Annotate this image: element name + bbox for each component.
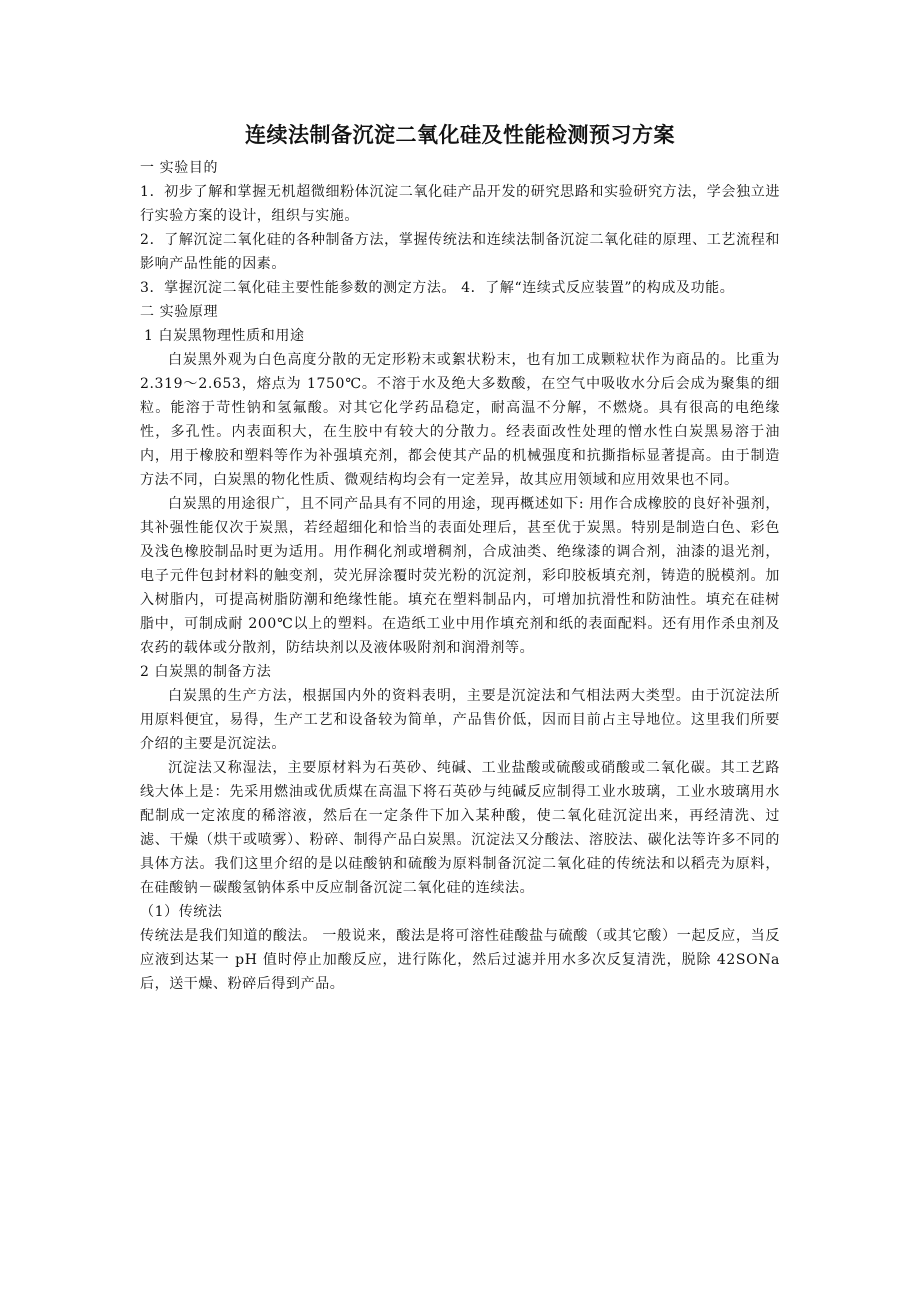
subheading-properties: 1 白炭黑物理性质和用途 [144,328,305,344]
document-title: 连续法制备沉淀二氧化硅及性能检测预习方案 [245,123,675,147]
purpose-item-1: 1．初步了解和掌握无机超微细粉体沉淀二氧化硅产品开发的研究思路和实验研究方法，学会独立进行实验方案的设计，组织与实施。 [140,184,780,224]
paragraph-traditional-method: 传统法是我们知道的酸法。 一般说来，酸法是将可溶性硅酸盐与硫酸（或其它酸）一起反应，当反应液到达某一 pH 值时停止加酸反应，进行陈化，然后过滤并用水多次反复清洗，脱除 42SONa 后，送干燥、粉碎后得到产品。 [140,928,780,992]
paragraph-production-methods: 白炭黑的生产方法，根据国内外的资料表明，主要是沉淀法和气相法两大类型。由于沉淀法所用原料便宜，易得，生产工艺和设备较为简单，产品售价低，因而目前占主导地位。这里我们所要介绍的主要是沉淀法。 [140,688,780,752]
purpose-item-3-4: 3．掌握沉淀二氧化硅主要性能参数的测定方法。 4．了解“连续式反应装置”的构成及功能。 [140,280,735,296]
paragraph-precipitation-method: 沉淀法又称湿法，主要原材料为石英砂、纯碱、工业盐酸或硫酸或硝酸或二氧化碳。其工艺路线大体上是：先采用燃油或优质煤在高温下将石英砂与纯碱反应制得工业水玻璃，工业水玻璃用水配制成一定浓度的稀溶液，然后在一定条件下加入某种酸，使二氧化硅沉淀出来，再经清洗、过滤、干燥（烘干或喷雾）、粉碎、制得产品白炭黑。沉淀法又分酸法、溶胶法、碳化法等许多不同的具体方法。我们这里介绍的是以硅酸钠和硫酸为原料制备沉淀二氧化硅的传统法和以稻壳为原料，在硅酸钠－碳酸氢钠体系中反应制备沉淀二氧化硅的连续法。 [140,760,780,896]
purpose-item-2: 2．了解沉淀二氧化硅的各种制备方法，掌握传统法和连续法制备沉淀二氧化硅的原理、工艺流程和影响产品性能的因素。 [140,232,780,272]
subheading-traditional-method: （1）传统法 [140,904,223,920]
section-heading-purpose: 一 实验目的 [140,160,219,176]
paragraph-uses: 白炭黑的用途很广，且不同产品具有不同的用途，现再概述如下: 用作合成橡胶的良好补强剂，其补强性能仅次于炭黑，若经超细化和恰当的表面处理后，甚至优于炭黑。特别是制造白色、彩色及浅色橡胶制品时更为适用。用作稠化剂或增稠剂，合成油类、绝缘漆的调合剂，油漆的退光剂，电子元件包封材料的触变剂，荧光屏涂覆时荧光粉的沉淀剂，彩印胶板填充剂，铸造的脱模剂。加入树脂内，可提高树脂防潮和绝缘性能。填充在塑料制品内，可增加抗滑性和防油性。填充在硅树脂中，可制成耐 200℃以上的塑料。在造纸工业中用作填充剂和纸的表面配料。还有用作杀虫剂及农药的载体或分散剂，防结块剂以及液体吸附剂和润滑剂等。 [140,496,780,656]
document-page [140,118,780,996]
paragraph-properties: 白炭黑外观为白色高度分散的无定形粉末或絮状粉末，也有加工成颗粒状作为商品的。比重为 2.319～2.653，熔点为 1750℃。不溶于水及绝大多数酸，在空气中吸收水分后会成为聚集的细粒。能溶于苛性钠和氢氟酸。对其它化学药品稳定，耐高温不分解，不燃烧。具有很高的电绝缘性，多孔性。内表面积大，在生胶中有较大的分散力。经表面改性处理的憎水性白炭黑易溶于油内，用于橡胶和塑料等作为补强填充剂，都会使其产品的机械强度和抗撕指标显著提高。由于制造方法不同，白炭黑的物化性质、微观结构均会有一定差异，故其应用领域和应用效果也不同。 [140,352,780,488]
subheading-preparation: 2 白炭黑的制备方法 [140,664,272,680]
section-heading-principle: 二 实验原理 [140,304,219,320]
